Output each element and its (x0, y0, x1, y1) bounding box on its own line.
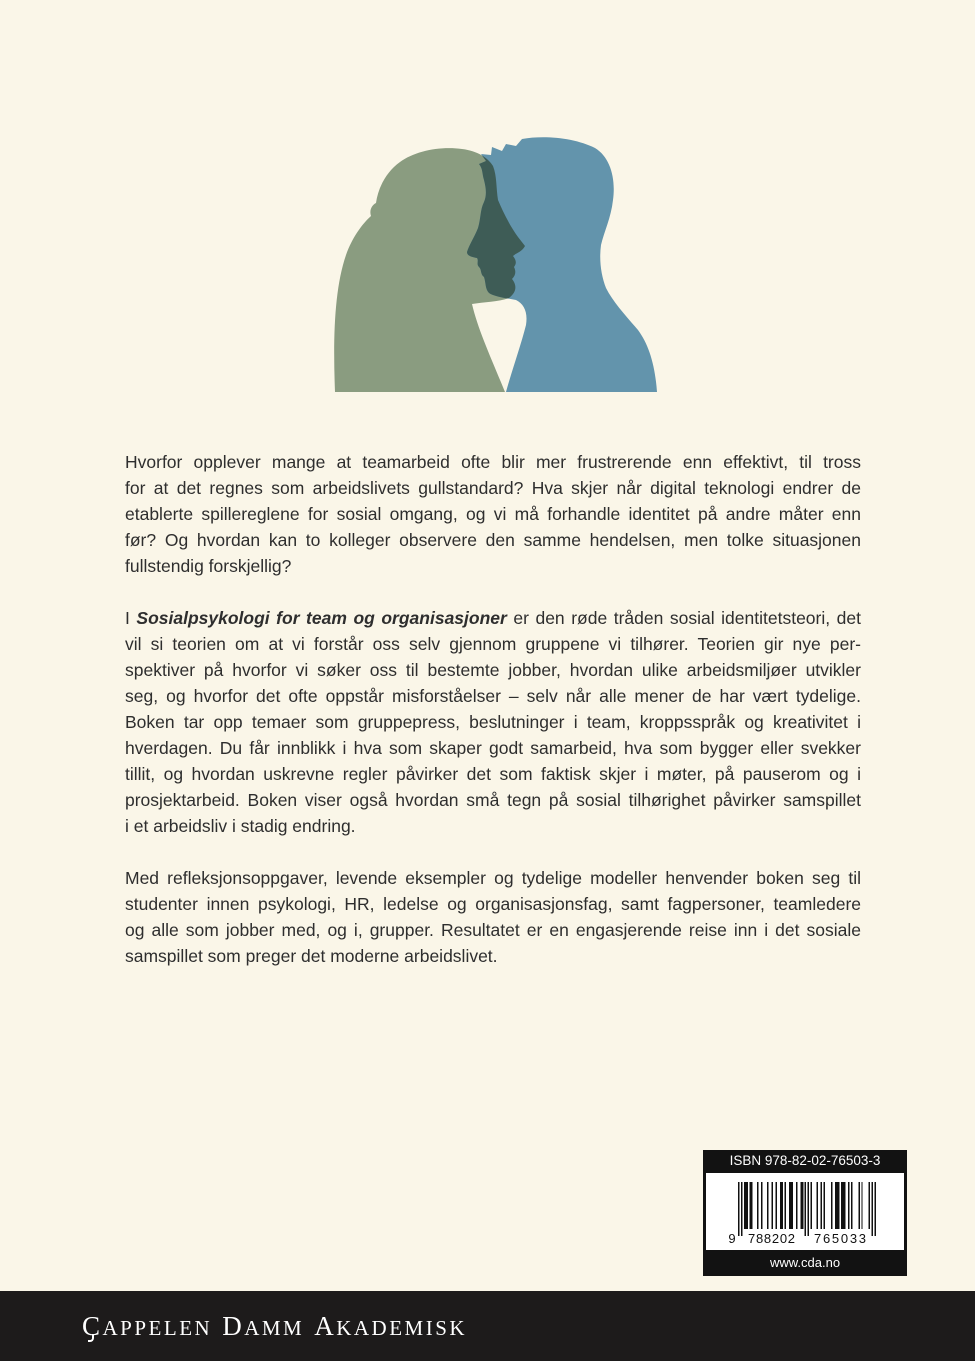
description-line: Med refleksjonsoppgaver, levende eksempler og tydelige modeller henvender boken seg til (125, 868, 861, 888)
description-line: i et arbeidsliv i stadig endring. (125, 816, 356, 836)
barcode-bar (784, 1182, 785, 1229)
description-line: spektiver på hvorfor vi søker oss til bestemte jobber, hvordan ulike arbeidsmiljøer utvikler (125, 660, 861, 680)
line-text: er den røde tråden sosial identitetsteori, det (506, 608, 861, 628)
isbn-barcode-box (703, 1150, 907, 1276)
barcode-bar (874, 1182, 875, 1236)
description-line: Boken tar opp temaer som gruppepress, beslutninger i team, kroppsspråk og kreativitet i (125, 712, 861, 732)
barcode-bar (816, 1182, 817, 1229)
description-paragraph (125, 605, 861, 839)
back-cover-description (125, 449, 861, 995)
description-paragraph (125, 865, 861, 969)
description-line: hverdagen. Du får innblikk i hva som skaper godt samarbeid, hva som bygger eller svekker (125, 738, 861, 758)
barcode-bar (869, 1182, 870, 1229)
barcode-bar (741, 1182, 742, 1236)
barcode-bar (805, 1182, 806, 1236)
barcode-bar (821, 1182, 822, 1229)
description-line: studenter innen psykologi, HR, ledelse og organisasjonsfag, samt fagpersoner, teamledere (125, 894, 861, 914)
publisher-logo (82, 1309, 477, 1343)
barcode-bar (831, 1182, 832, 1229)
barcode-panel (706, 1173, 904, 1250)
barcode-bar (780, 1182, 783, 1229)
barcode-bar (835, 1182, 839, 1229)
barcode-lead-digit: 9 (728, 1231, 736, 1246)
publisher-band (0, 1291, 975, 1361)
barcode (706, 1173, 904, 1250)
description-line: vil si teorien om at vi forstår oss selv gjennom gruppene vi tilhører. Teorien gir nye per- (125, 634, 861, 654)
barcode-bar (796, 1182, 797, 1229)
publisher-word: AKADEMISK (314, 1311, 468, 1341)
description-paragraph (125, 449, 861, 579)
barcode-bar (789, 1182, 793, 1229)
barcode-bar (771, 1182, 772, 1229)
description-line: Hvorfor opplever mange at teamarbeid ofte blir mer frustrerende enn effektivt, til tross (125, 452, 861, 472)
barcode-right-digits: 765033 (814, 1231, 866, 1246)
barcode-bar (757, 1182, 758, 1229)
barcode-bar (824, 1182, 825, 1229)
barcode-bar (750, 1182, 753, 1229)
barcode-bar (861, 1182, 862, 1229)
barcode-bar (808, 1182, 809, 1236)
description-line: for at det regnes som arbeidslivets gullstandard? Hva skjer når digital teknologi endrer de (125, 478, 861, 498)
description-line: seg, og hvorfor det ofte oppstår misforståelser – selv når alle mener de har vært tydelige. (125, 686, 861, 706)
silhouette-illustration (320, 130, 670, 400)
barcode-bar (761, 1182, 762, 1229)
description-line: etablerte spillereglene for sosial omgang, og vi må forhandle identitet på andre måter enn (125, 504, 861, 524)
publisher-word: DAMM (222, 1311, 305, 1341)
description-line: og alle som jobber med, og i, grupper. Resultatet er en engasjerende reise inn i det sosiale (125, 920, 861, 940)
line-text: I (125, 608, 137, 628)
barcode-bar (871, 1182, 872, 1236)
barcode-bar (858, 1182, 859, 1229)
barcode-bar (767, 1182, 768, 1229)
barcode-bar (851, 1182, 852, 1229)
book-title: Sosialpsykologi for team og organisasjoner (136, 608, 507, 628)
barcode-bars (738, 1182, 876, 1236)
barcode-bar (841, 1182, 845, 1229)
barcode-left-digits: 788202 (748, 1231, 795, 1246)
isbn-number: ISBN 978-82-02-76503-3 (729, 1153, 881, 1168)
barcode-bar (776, 1182, 777, 1229)
description-line: tillit, og hvordan uskrevne regler påvirker det som faktisk skjer i møter, på pauserom og i (125, 764, 861, 784)
barcode-bar (811, 1182, 812, 1229)
description-line: før? Og hvordan kan to kolleger observere den samme hendelsen, men tolke situasjonen (125, 530, 861, 550)
description-line: prosjektarbeid. Boken viser også hvordan små tegn på sosial tilhørighet påvirker samspillet (125, 790, 861, 810)
description-line (125, 605, 861, 631)
publisher-url: www.cda.no (769, 1255, 841, 1270)
barcode-bar (800, 1182, 803, 1229)
publisher-word: CAPPELEN (82, 1311, 213, 1341)
barcode-bar (744, 1182, 748, 1229)
description-line: samspillet som preger det moderne arbeidslivet. (125, 946, 498, 966)
description-line: fullstendig forskjellig? (125, 556, 292, 576)
barcode-bar (848, 1182, 849, 1229)
barcode-bar (738, 1182, 739, 1236)
